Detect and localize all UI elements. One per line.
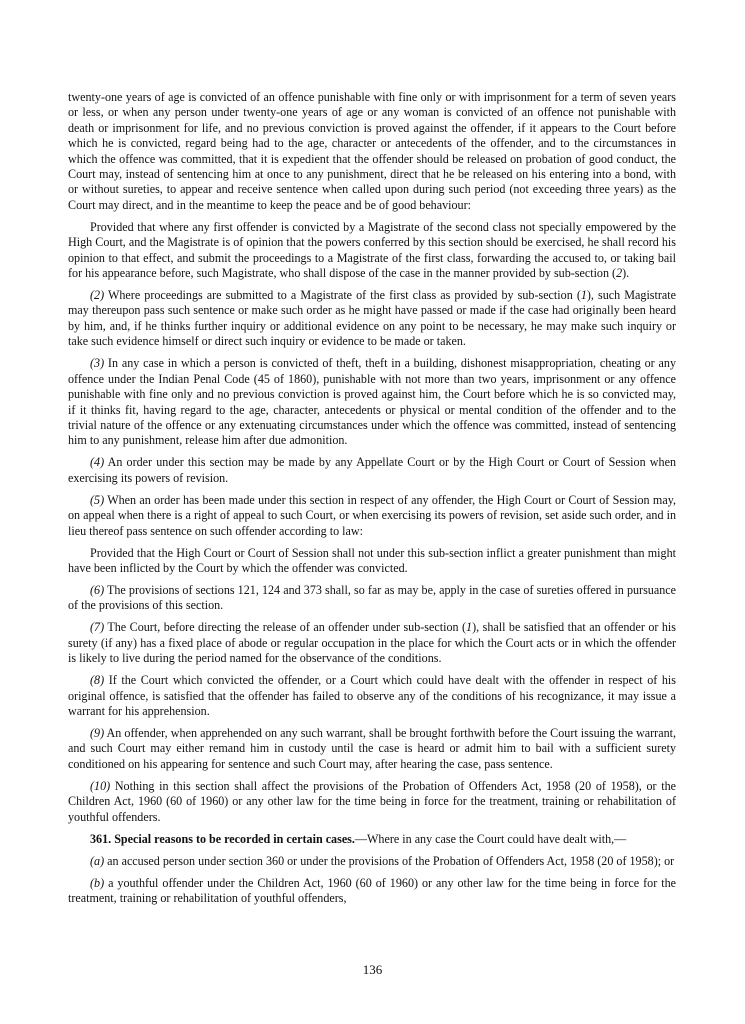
subsection-7-number: (7) xyxy=(90,620,105,635)
proviso-2-text: Provided that the High Court or Court of Session shall not under this sub-section inflict a greater punishment than might have been inflicted by the Court by which the offender was convicted. xyxy=(68,545,676,575)
subsection-5-number: (5) xyxy=(90,492,105,507)
subsection-9 xyxy=(68,726,676,772)
subsection-7-ref: 1 xyxy=(466,620,473,635)
subsection-6 xyxy=(68,583,676,614)
subsection-5-text: When an order has been made under this section in respect of any offender, the High Court or Court of Session may, on appeal when there is a right of appeal to such Court, or when exercising its powers of revision, set aside such order, and in lieu thereof pass sentence on such offender according to law: xyxy=(68,492,676,538)
subsection-2-number: (2) xyxy=(90,288,105,303)
subsection-7 xyxy=(68,620,676,666)
subsection-8-text: If the Court which convicted the offender, or a Court which could have dealt with the offender in respect of his original offence, is satisfied that the offender has failed to observe any of the conditions of his recognizance, it may issue a warrant for his apprehension. xyxy=(68,673,676,718)
subsection-10-number: (10) xyxy=(90,778,111,793)
proviso-1 xyxy=(68,220,676,282)
section-361 xyxy=(68,832,676,847)
subsection-9-number: (9) xyxy=(90,725,105,740)
section-361-title: 361. Special reasons to be recorded in certain cases. xyxy=(90,831,355,846)
subsection-10 xyxy=(68,779,676,825)
proviso-1-end: ). xyxy=(622,266,630,281)
clause-b-text: a youthful offender under the Children Act, 1960 (60 of 1960) or any other law for the time being in force for the treatment, training or rehabilitation of youthful offenders, xyxy=(68,875,676,905)
subsection-4-text: An order under this section may be made by any Appellate Court or by the High Court or Court of Session when exercising its powers of revision. xyxy=(68,455,676,485)
subsection-2-ref: 1 xyxy=(580,288,587,303)
proviso-1-text: Provided that where any first offender is convicted by a Magistrate of the second class not specially empowered by the High Court, and the Magistrate is of opinion that the powers conferred by this section should be exercised, he shall record his opinion to that effect, and submit the proceedings to a Magistrate of the first class, forwarding the accused to, or taking bail for his appearance before, such Magistrate, who shall dispose of the case in the manner provided by sub-section ( xyxy=(68,219,676,281)
subsection-10-text: Nothing in this section shall affect the provisions of the Probation of Offenders Act, 1958 (20 of 1958), or the Children Act, 1960 (60 of 1960) or any other law for the time being in force for the treatment, training or rehabilitation of youthful offenders. xyxy=(68,778,676,824)
subsection-2 xyxy=(68,288,676,350)
proviso-1-ref: 2 xyxy=(616,266,623,281)
clause-b xyxy=(68,876,676,907)
clause-a-text: an accused person under section 360 or under the provisions of the Probation of Offenders Act, 1958 (20 of 1958); or xyxy=(104,853,675,868)
subsection-2-text-end: ), such Magistrate may thereupon pass such sentence or make such order as he might have passed or made if the case had originally been heard by him, and, if he thinks further inquiry or additional evidence on any point to be necessary, he may make such inquiry or take such evidence himself or direct such inquiry or evidence to be made or taken. xyxy=(68,288,676,349)
subsection-7-text: The Court, before directing the release of an offender under sub-section ( xyxy=(104,620,467,635)
subsection-9-text: An offender, when apprehended on any such warrant, shall be brought forthwith before the Court issuing the warrant, and such Court may either remand him in custody until the case is heard or admit him to bail with a sufficient surety conditioned on his appearing for sentence and such Court may, after hearing the case, pass sentence. xyxy=(68,725,676,771)
section-361-text: —Where in any case the Court could have dealt with,— xyxy=(354,831,627,846)
subsection-3-number: (3) xyxy=(90,356,105,371)
clause-b-number: (b) xyxy=(90,875,105,890)
continuation-text: twenty-one years of age is convicted of an offence punishable with fine only or with imprisonment for a term of seven years or less, or when any person under twenty-one years of age or any woman is convicted of an offence not punishable with death or imprisonment for life, and no previous conviction is proved against the offender, if it appears to the Court before which he is convicted, regard being had to the age, character or antecedents of the offender, and to the circumstances in which the offence was committed, that it is expedient that the offender should be released on probation of good conduct, the Court may, instead of sentencing him at once to any punishment, direct that he be released on his entering into a bond, with or without sureties, to appear and receive sentence when called upon during such period (not exceeding three years) as the Court may direct, and in the meantime to keep the peace and be of good behaviour: xyxy=(68,90,676,212)
clause-a-number: (a) xyxy=(90,853,105,868)
proviso-2 xyxy=(68,546,676,577)
subsection-7-text-end: ), shall be satisfied that an offender or his surety (if any) has a fixed place of abode or regular occupation in the place for which the Court acts or in which the offender is likely to live during the period named for the observance of the conditions. xyxy=(68,620,676,666)
subsection-3-text: In any case in which a person is convicted of theft, theft in a building, dishonest misappropriation, cheating or any offence under the Indian Penal Code (45 of 1860), punishable with not more than two years, imprisonment or any offence punishable with fine only and no previous conviction is proved against him, the Court before which he is so convicted may, if it thinks fit, having regard to the age, character, antecedents or physical or mental condition of the offender and to the trivial nature of the offence or any extenuating circumstances under which the offence was committed, instead of sentencing him to any punishment, release him after due admonition. xyxy=(68,356,676,448)
clause-a xyxy=(68,854,676,869)
subsection-8-number: (8) xyxy=(90,673,105,688)
subsection-5 xyxy=(68,493,676,539)
subsection-2-text: Where proceedings are submitted to a Magistrate of the first class as provided by sub-section ( xyxy=(104,288,581,303)
subsection-4-number: (4) xyxy=(90,455,105,470)
subsection-8 xyxy=(68,673,676,719)
subsection-3 xyxy=(68,356,676,448)
document-body xyxy=(68,90,676,913)
page-number: 136 xyxy=(362,962,383,977)
paragraph-continuation xyxy=(68,90,676,213)
subsection-6-number: (6) xyxy=(90,582,105,597)
subsection-4 xyxy=(68,455,676,486)
subsection-6-text: The provisions of sections 121, 124 and 373 shall, so far as may be, apply in the case of sureties offered in pursuance of the provisions of this section. xyxy=(68,582,676,613)
